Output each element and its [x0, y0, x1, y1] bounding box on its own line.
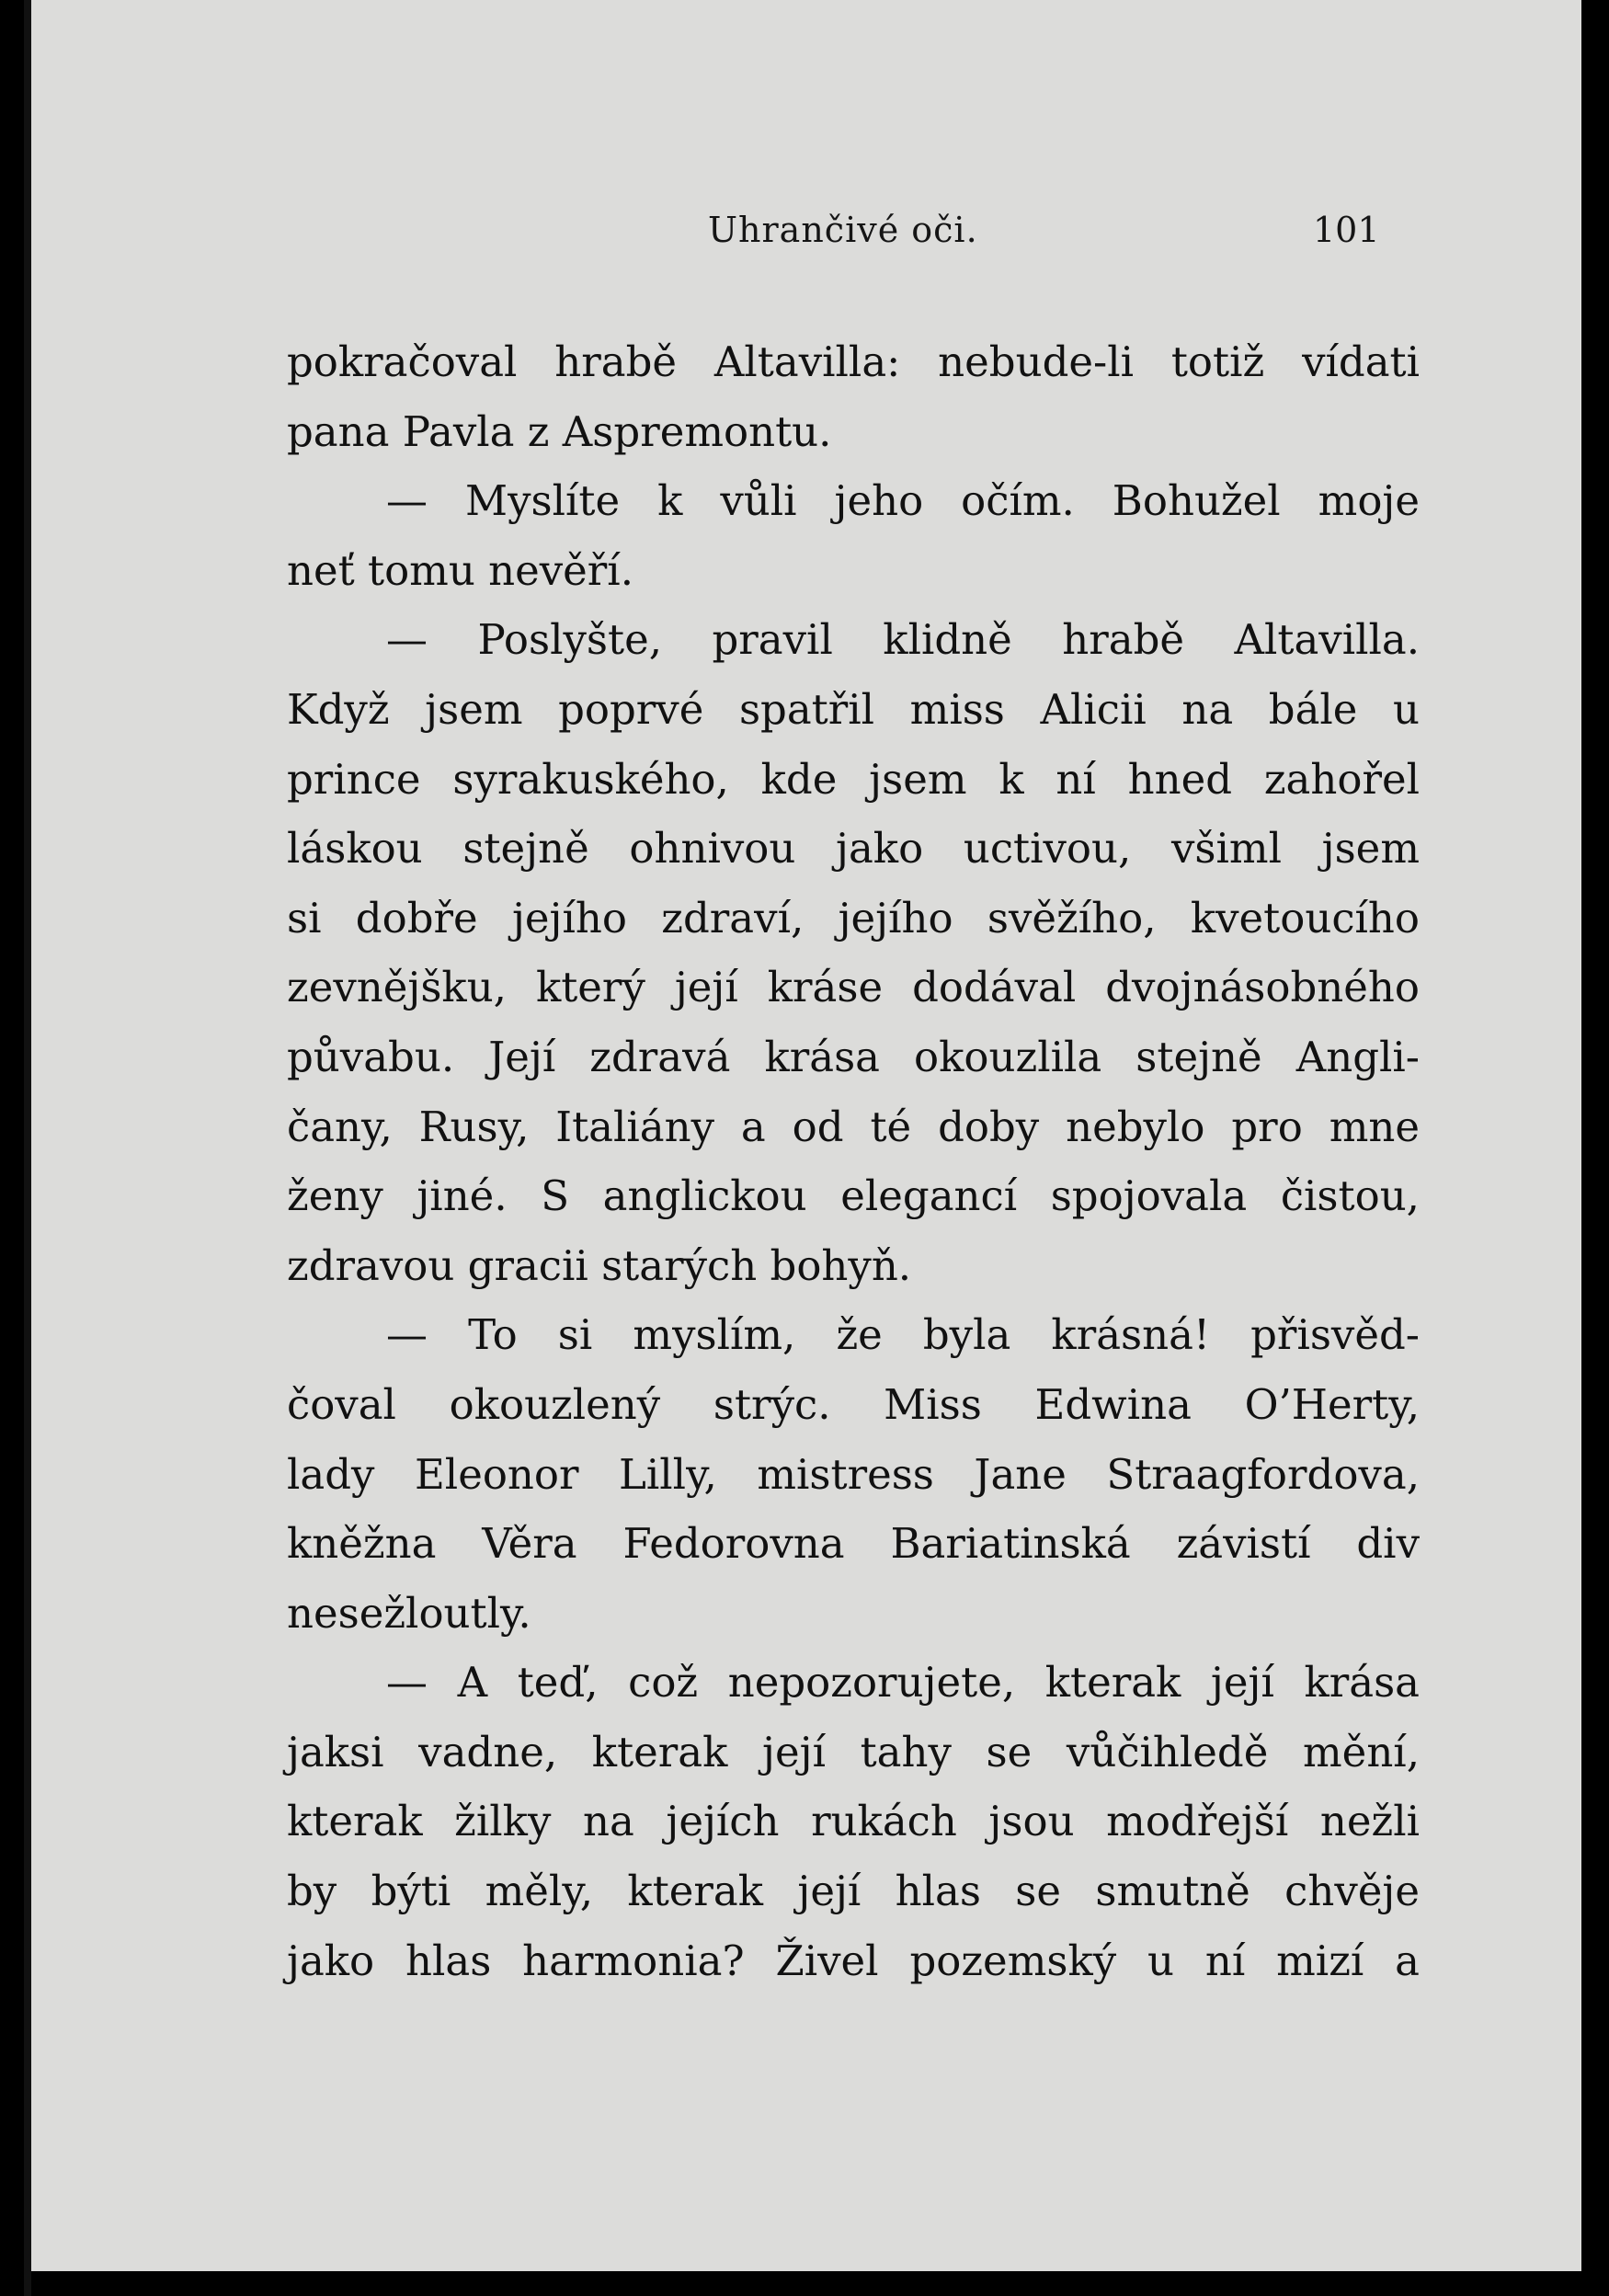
text-line: kněžna Věra Fedorovna Bariatinská závistí div [287, 1519, 1420, 1569]
text-line: neť tomu nevěří. [287, 545, 634, 595]
text-line: čoval okouzlený strýc. Miss Edwina O’Herty, [287, 1379, 1420, 1429]
text-line: jaksi vadne, kterak její tahy se vůčihledě mění, [287, 1727, 1420, 1776]
text-line: čany, Rusy, Italiány a od té doby nebylo pro mne [287, 1102, 1420, 1151]
text-line: zevnějšku, který její kráse dodával dvojnásobného [287, 963, 1420, 1012]
text-line: zdravou gracii starých bohyň. [287, 1240, 912, 1290]
text-line: by býti měly, kterak její hlas se smutně chvěje [287, 1867, 1420, 1916]
text-line: — A teď, což nepozorujete, kterak její krása [386, 1658, 1420, 1708]
text-line: půvabu. Její zdravá krása okouzlila stejně Angli- [287, 1032, 1420, 1081]
text-line: kterak žilky na jejích rukách jsou modřejší nežli [287, 1797, 1420, 1846]
text-line: jako hlas harmonia? Živel pozemský u ní mizí a [287, 1936, 1420, 1985]
page-number: 101 [1313, 210, 1380, 250]
text-line: lady Eleonor Lilly, mistress Jane Straagfordova, [287, 1449, 1420, 1499]
text-line: — Poslyšte, pravil klidně hrabě Altavilla. [386, 615, 1420, 665]
text-line: Když jsem poprvé spatřil miss Alicii na bále u [287, 684, 1420, 734]
running-title: Uhrančivé oči. [708, 210, 978, 250]
text-line: prince syrakuského, kde jsem k ní hned zahořel [287, 754, 1420, 804]
text-line: nesežloutly. [287, 1588, 531, 1638]
text-line: pokračoval hrabě Altavilla: nebude-li totiž vídati [287, 337, 1420, 386]
body-text [287, 327, 1420, 1995]
text-line: — To si myslím, že byla krásná! přisvěd- [386, 1310, 1420, 1360]
page-edge-line [24, 0, 31, 2296]
book-page [28, 0, 1581, 2271]
text-line: ženy jiné. S anglickou elegancí spojovala čistou, [287, 1171, 1420, 1221]
text-line: pana Pavla z Aspremontu. [287, 406, 832, 456]
text-line: — Myslíte k vůli jeho očím. Bohužel moje [386, 476, 1420, 526]
page-header [28, 210, 1581, 257]
text-line: si dobře jejího zdraví, jejího svěžího, kvetoucího [287, 893, 1420, 942]
text-line: láskou stejně ohnivou jako uctivou, všiml jsem [287, 824, 1420, 874]
